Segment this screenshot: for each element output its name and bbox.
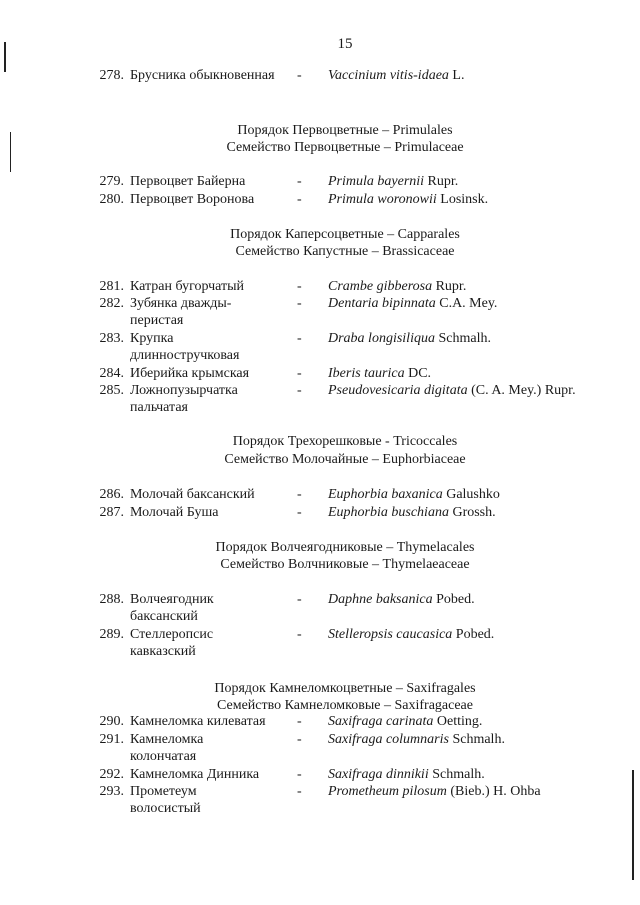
entry-number: 278. bbox=[99, 68, 124, 83]
russian-name: Иберийка крымская bbox=[130, 366, 250, 381]
entry-number: 281. bbox=[99, 279, 124, 294]
russian-name: Первоцвет Воронова bbox=[130, 192, 255, 207]
order-heading: Порядок Первоцветные – Primulales bbox=[237, 123, 453, 138]
entry-number: 286. bbox=[99, 487, 124, 502]
latin-name: Crambe gibberosa Rupr. bbox=[328, 279, 467, 294]
latin-name: Dentaria bipinnata C.A. Mey. bbox=[328, 296, 498, 311]
separator-dash: - bbox=[297, 366, 302, 381]
latin-name: Euphorbia buschiana Grossh. bbox=[328, 505, 496, 520]
russian-name: Стеллеропсис кавказский bbox=[130, 627, 214, 659]
entry-number: 288. bbox=[99, 592, 124, 607]
russian-name: Волчеягодник баксанский bbox=[130, 592, 214, 624]
entry-number: 283. bbox=[99, 331, 124, 346]
order-heading: Порядок Трехорешковые - Tricoccales bbox=[232, 434, 458, 449]
entry-number: 293. bbox=[99, 784, 124, 799]
family-heading: Семейство Волчниковые – Thymelaeaceae bbox=[220, 557, 470, 572]
russian-name: Ложнопузырчатка пальчатая bbox=[130, 383, 238, 415]
entry-number: 291. bbox=[99, 732, 124, 747]
separator-dash: - bbox=[297, 487, 302, 502]
separator-dash: - bbox=[297, 732, 302, 747]
entry-number: 287. bbox=[99, 505, 124, 520]
latin-name: Stelleropsis caucasica Pobed. bbox=[328, 627, 495, 642]
latin-name: Saxifraga columnaris Schmalh. bbox=[328, 732, 505, 747]
russian-name: Молочай Буша bbox=[130, 505, 219, 520]
entry-number: 282. bbox=[99, 296, 124, 311]
russian-name: Камнеломка килеватая bbox=[130, 714, 266, 729]
russian-name: Камнеломка колончатая bbox=[130, 732, 204, 764]
latin-name: Euphorbia baxanica Galushko bbox=[328, 487, 500, 502]
latin-name: Draba longisiliqua Schmalh. bbox=[328, 331, 491, 346]
entry-number: 289. bbox=[99, 627, 124, 642]
separator-dash: - bbox=[297, 627, 302, 642]
separator-dash: - bbox=[297, 505, 302, 520]
family-heading: Семейство Молочайные – Euphorbiaceae bbox=[224, 452, 466, 467]
entry-number: 280. bbox=[99, 192, 124, 207]
order-heading: Порядок Волчеягодниковые – Thymelacales bbox=[215, 540, 475, 555]
latin-name: Saxifraga dinnikii Schmalh. bbox=[328, 767, 485, 782]
russian-name: Зубянка дважды-перистая bbox=[130, 296, 232, 328]
latin-name: Iberis taurica DC. bbox=[328, 366, 432, 381]
margin-mark bbox=[632, 770, 634, 880]
russian-name: Молочай баксанский bbox=[130, 487, 255, 502]
separator-dash: - bbox=[297, 68, 302, 83]
page-number: 15 bbox=[337, 36, 353, 52]
separator-dash: - bbox=[297, 383, 302, 398]
separator-dash: - bbox=[297, 784, 302, 799]
separator-dash: - bbox=[297, 296, 302, 311]
order-heading: Порядок Камнеломкоцветные – Saxifragales bbox=[214, 681, 476, 696]
latin-name: Pseudovesicaria digitata (C. A. Mey.) Rupr. bbox=[328, 383, 576, 398]
separator-dash: - bbox=[297, 279, 302, 294]
separator-dash: - bbox=[297, 174, 302, 189]
latin-name: Daphne baksanica Pobed. bbox=[328, 592, 475, 607]
latin-name: Vaccinium vitis-idaea L. bbox=[328, 68, 465, 83]
latin-name: Saxifraga carinata Oetting. bbox=[328, 714, 483, 729]
russian-name: Катран бугорчатый bbox=[130, 279, 245, 294]
family-heading: Семейство Капустные – Brassicaceae bbox=[235, 244, 455, 259]
entry-number: 284. bbox=[99, 366, 124, 381]
entry-number: 279. bbox=[99, 174, 124, 189]
russian-name: Камнеломка Динника bbox=[130, 767, 260, 782]
separator-dash: - bbox=[297, 331, 302, 346]
russian-name: Первоцвет Байерна bbox=[130, 174, 246, 189]
separator-dash: - bbox=[297, 767, 302, 782]
latin-name: Primula bayernii Rupr. bbox=[328, 174, 459, 189]
russian-name: Крупка длинностручковая bbox=[130, 331, 240, 363]
latin-name: Primula woronowii Losinsk. bbox=[328, 192, 489, 207]
latin-name: Prometheum pilosum (Bieb.) H. Ohba bbox=[328, 784, 541, 799]
entry-number: 292. bbox=[99, 767, 124, 782]
order-heading: Порядок Каперсоцветные – Capparales bbox=[230, 227, 460, 242]
family-heading: Семейство Камнеломковые – Saxifragaceae bbox=[217, 698, 473, 713]
separator-dash: - bbox=[297, 714, 302, 729]
entry-number: 290. bbox=[99, 714, 124, 729]
russian-name: Брусника обыкновенная bbox=[130, 68, 275, 83]
separator-dash: - bbox=[297, 592, 302, 607]
separator-dash: - bbox=[297, 192, 302, 207]
russian-name: Прометеум волосистый bbox=[130, 784, 201, 816]
family-heading: Семейство Первоцветные – Primulaceae bbox=[226, 140, 464, 155]
entry-number: 285. bbox=[99, 383, 124, 398]
